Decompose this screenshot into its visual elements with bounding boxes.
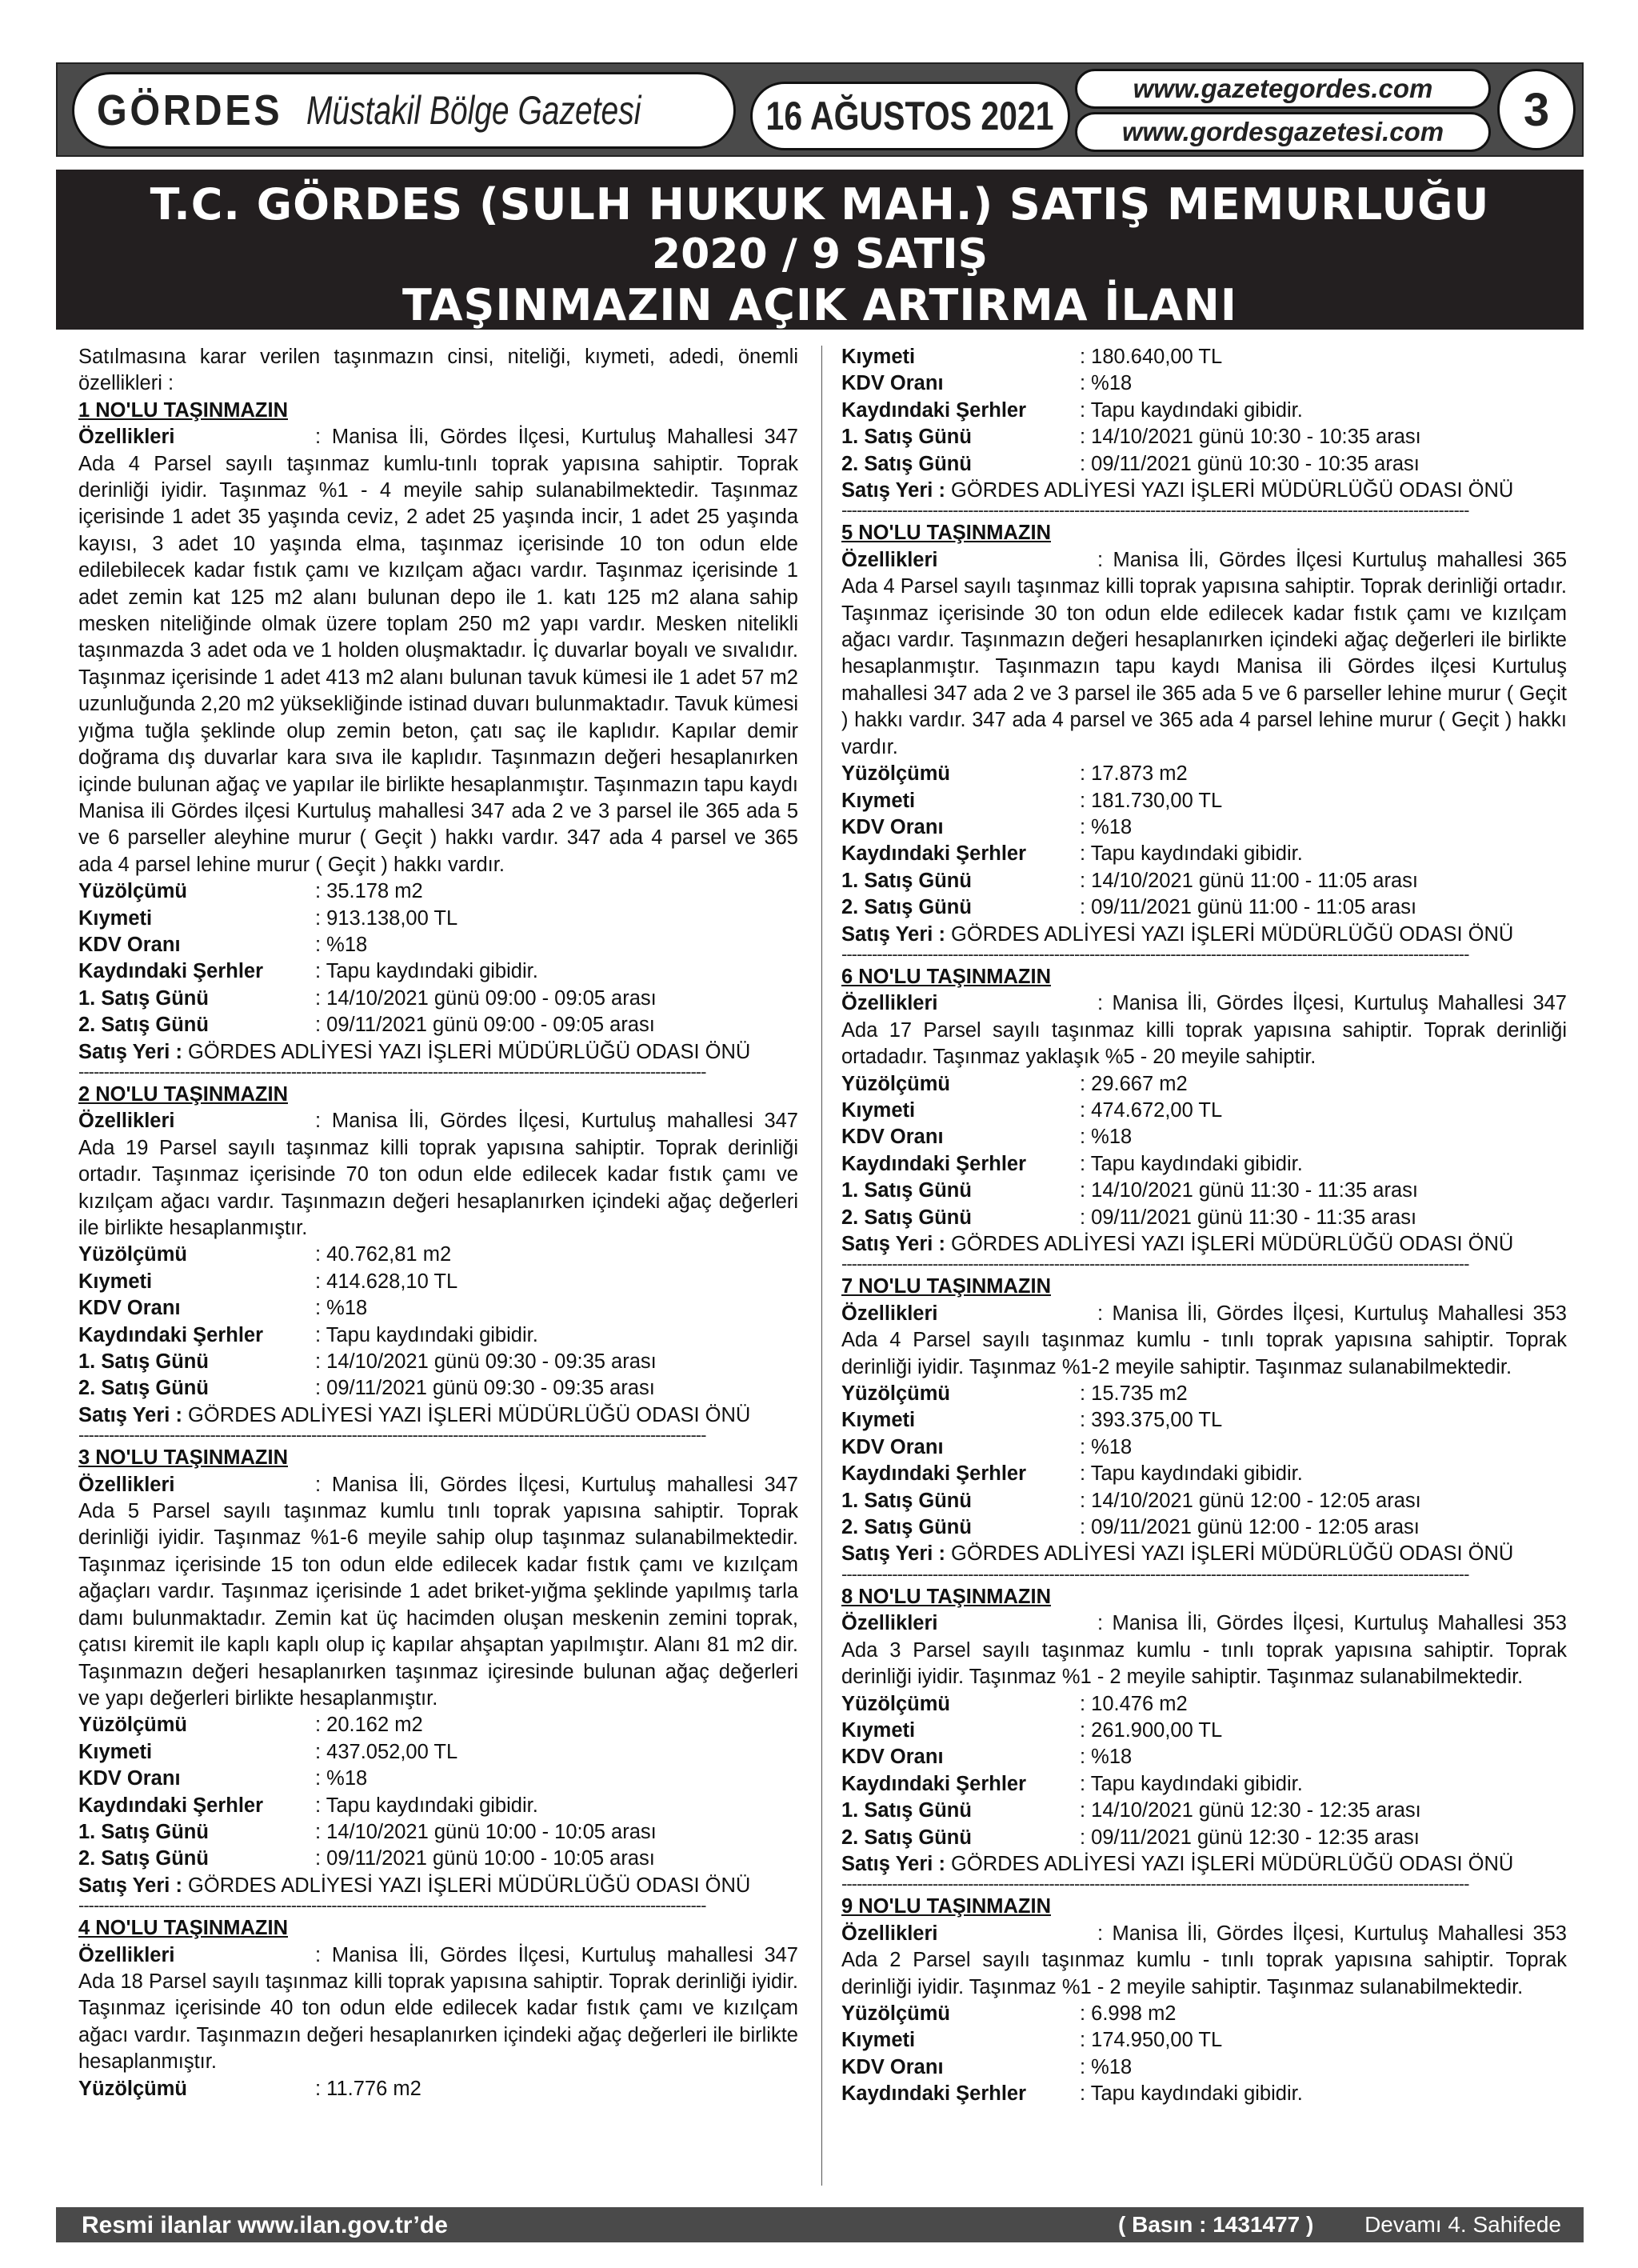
property-header: 4 NO'LU TAŞINMAZIN xyxy=(78,1917,288,1940)
sale-place-row: Satış Yeri : GÖRDES ADLİYESİ YAZI İŞLERİ MÜDÜRLÜĞÜ ODASI ÖNÜ xyxy=(841,1542,1514,1566)
separator-line: ---------------------------------------------------------------------------------------------------------------------------- xyxy=(78,1429,706,1446)
separator-line: ---------------------------------------------------------------------------------------------------------------------------- xyxy=(841,1878,1469,1894)
vat-row: KDV Oranı : %18 xyxy=(841,1746,1133,1769)
value-row: Kıymeti : 414.628,10 TL xyxy=(78,1270,458,1293)
property-4 xyxy=(78,1915,798,2102)
column-divider xyxy=(821,346,822,2186)
vat-row: KDV Oranı : %18 xyxy=(841,372,1133,395)
footer-bar xyxy=(56,2207,1584,2242)
property-7 xyxy=(841,1274,1567,1567)
property-header: 7 NO'LU TAŞINMAZIN xyxy=(841,1275,1051,1298)
second-sale-row: 2. Satış Günü : 09/11/2021 günü 11:00 - 11:05 arası xyxy=(841,896,1417,919)
sale-place-row: Satış Yeri : GÖRDES ADLİYESİ YAZI İŞLERİ MÜDÜRLÜĞÜ ODASI ÖNÜ xyxy=(841,922,1514,946)
separator-line: ---------------------------------------------------------------------------------------------------------------------------- xyxy=(78,1899,706,1916)
property-1 xyxy=(78,398,798,1066)
first-sale-row: 1. Satış Günü : 14/10/2021 günü 12:30 - 12:35 arası xyxy=(841,1799,1421,1822)
property-header: 5 NO'LU TAŞINMAZIN xyxy=(841,522,1051,545)
left-column xyxy=(78,344,798,2102)
vat-row: KDV Oranı : %18 xyxy=(78,1767,368,1790)
vat-row: KDV Oranı : %18 xyxy=(78,933,368,956)
property-description: Özellikleri : Manisa İli, Gördes İlçesi, Kurtuluş Mahallesi 353 Ada 2 Parsel sayılı taşınmaz kumlu - tınlı toprak yapısına sahiptir. Toprak derinliği iyidir. Taşınmaz %1 - 2 meyile sahiptir. Taşınmaz sulanabilmektedir. xyxy=(841,1922,1567,1998)
value-row: Kıymeti : 437.052,00 TL xyxy=(78,1740,458,1763)
first-sale-row: 1. Satış Günü : 14/10/2021 günü 12:00 - 12:05 arası xyxy=(841,1489,1421,1512)
newspaper-name-pill xyxy=(72,72,736,149)
property-description: Özellikleri : Manisa İli, Gördes İlçesi, Kurtuluş Mahallesi 347 Ada 17 Parsel sayılı taşınmaz killi toprak yapısına sahiptir. Toprak derinliği ortadadır. Taşınmaz yaklaşık %5 - 20 meyile sahiptir. xyxy=(841,992,1567,1069)
property-9 xyxy=(841,1894,1567,2107)
second-sale-row: 2. Satış Günü : 09/11/2021 günü 09:30 - 09:35 arası xyxy=(78,1377,655,1400)
property-2 xyxy=(78,1082,798,1429)
property-description: Özellikleri : Manisa İli, Gördes İlçesi, Kurtuluş Mahallesi 353 Ada 4 Parsel sayılı taşınmaz kumlu - tınlı toprak yapısına sahiptir. Toprak derinliği iyidir. Taşınmaz %1-2 meyile sahiptir. Taşınmaz sulanabilmektedir. xyxy=(841,1302,1567,1378)
vat-row: KDV Oranı : %18 xyxy=(841,1126,1133,1149)
second-sale-row: 2. Satış Günü : 09/11/2021 günü 12:00 - 12:05 arası xyxy=(841,1516,1420,1539)
area-row: Yüzölçümü : 17.873 m2 xyxy=(841,762,1188,786)
website-pill-1 xyxy=(1075,69,1491,109)
first-sale-row: 1. Satış Günü : 14/10/2021 günü 11:30 - 11:35 arası xyxy=(841,1179,1418,1202)
annotation-row: Kaydındaki Şerhler : Tapu kaydındaki gibidir. xyxy=(78,1323,538,1346)
notice-title-line-1: T.C. GÖRDES (SULH HUKUK MAH.) SATIŞ MEMURLUĞU xyxy=(150,179,1490,230)
annotation-row: Kaydındaki Şerhler : Tapu kaydındaki gibidir. xyxy=(841,1152,1303,1175)
newspaper-brand: GÖRDES xyxy=(97,86,283,134)
second-sale-row: 2. Satış Günü : 09/11/2021 günü 10:30 - 10:35 arası xyxy=(841,452,1420,475)
separator-line: ---------------------------------------------------------------------------------------------------------------------------- xyxy=(841,947,1469,964)
website-link-1[interactable]: www.gazetegordes.com xyxy=(1133,74,1433,103)
property-header: 6 NO'LU TAŞINMAZIN xyxy=(841,965,1051,988)
vat-row: KDV Oranı : %18 xyxy=(841,2055,1133,2078)
annotation-row: Kaydındaki Şerhler : Tapu kaydındaki gibidir. xyxy=(841,398,1303,422)
issue-date-pill xyxy=(750,82,1070,150)
separator-line: ---------------------------------------------------------------------------------------------------------------------------- xyxy=(841,1567,1469,1584)
first-sale-row: 1. Satış Günü : 14/10/2021 günü 10:00 - 10:05 arası xyxy=(78,1820,657,1843)
press-number: ( Basın : 1431477 ) xyxy=(1118,2212,1314,2237)
continued-note: Devamı 4. Sahifede xyxy=(1364,2212,1561,2237)
area-row: Yüzölçümü : 20.162 m2 xyxy=(78,1714,423,1737)
property-header: 2 NO'LU TAŞINMAZIN xyxy=(78,1082,288,1106)
property-description: Özellikleri : Manisa İli, Gördes İlçesi, Kurtuluş Mahallesi 347 Ada 4 Parsel sayılı taşınmaz kumlu-tınlı toprak yapısına sahiptir. Toprak derinliği iyidir. Taşınmaz %1 - 4 meyile sahip sulanabilmektedir. Taşınmaz içerisinde 1 adet 35 yaşında ceviz, 2 adet 25 yaşında incir, 1 adet 25 yaşında kayısı, 3 adet 10 yaşında elma, taşınmaz içerisinde 10 ton odun elde edilebilecek kadar fıstık çamı ve kızılçam ağacı vardır. Taşınmaz içerisinde 1 adet zemin kat 125 m2 alanı bulunan depo ile 1. katı 125 m2 alana sahip mesken niteliğinde olmak üzere toplam 250 m2 yapı vardır. Mesken nitelikli taşınmazda 3 adet oda ve 1 holden oluşmaktadır. İç duvarlar boyalı ve sıvalıdır. Taşınmaz içerisinde 1 adet 413 m2 alanı bulunan tavuk kümesi ile 1 adet 57 m2 uzunluğunda 2,20 m2 yüksekliğinde istinad duvarı bulunmaktadır. Tavuk kümesi yığma tuğla şeklinde olup zemin beton, çatı saç ile kaplıdır. Kapılar demir doğrama dış duvarlar kara sıva ile kaplıdır. Taşınmazın değeri hesaplanırken içinde bulunan ağaç ve yapılar ile birlikte hesaplanmıştır. Taşınmazın tapu kaydı Manisa ili Gördes ilçesi Kurtuluş mahallesi 347 ada 2 ve 3 parsel ile 365 ada 5 ve 6 parseller aleyhine murur ( Geçit ) hakkı vardır. 347 ada 4 parsel ve 365 ada 4 parsel lehine murur ( Geçit ) hakkı vardır. xyxy=(78,426,798,876)
value-row: Kıymeti : 174.950,00 TL xyxy=(841,2029,1223,2052)
separator-line: ---------------------------------------------------------------------------------------------------------------------------- xyxy=(841,504,1469,521)
value-row: Kıymeti : 261.900,00 TL xyxy=(841,1718,1223,1742)
vat-row: KDV Oranı : %18 xyxy=(841,815,1133,838)
property-description: Özellikleri : Manisa İli, Gördes İlçesi Kurtuluş mahallesi 365 Ada 4 Parsel sayılı taşınmaz killi toprak yapısına sahiptir. Toprak derinliği ortadır. Taşınmaz içerisinde 30 ton odun elde edilecek kadar fıstık çamı ve kızılçam ağacı vardır. Taşınmazın değeri hesaplanırken içindeki ağaç değerleri ile birlikte hesaplanmıştır. Taşınmazın tapu kaydı Manisa ili Gördes ilçesi Kurtuluş mahallesi 347 ada 2 ve 3 parsel ile 365 ada 5 ve 6 parseller lehine murur ( Geçit ) hakkı vardır. 347 ada 4 parsel ve 365 ada 4 parsel lehine murur ( Geçit ) hakkı vardır. xyxy=(841,548,1567,758)
annotation-row: Kaydındaki Şerhler : Tapu kaydındaki gibidir. xyxy=(841,1462,1303,1486)
masthead xyxy=(56,62,1584,157)
property-3 xyxy=(78,1445,798,1899)
issue-date: 16 AĞUSTOS 2021 xyxy=(765,94,1055,138)
notice-title-block xyxy=(56,170,1584,330)
area-row: Yüzölçümü : 6.998 m2 xyxy=(841,2002,1177,2025)
sale-place-row: Satış Yeri : GÖRDES ADLİYESİ YAZI İŞLERİ MÜDÜRLÜĞÜ ODASI ÖNÜ xyxy=(841,479,1514,502)
property-6 xyxy=(841,964,1567,1258)
first-sale-row: 1. Satış Günü : 14/10/2021 günü 10:30 - 10:35 arası xyxy=(841,426,1421,449)
annotation-row: Kaydındaki Şerhler : Tapu kaydındaki gibidir. xyxy=(78,960,538,983)
value-row: Kıymeti : 913.138,00 TL xyxy=(78,906,458,930)
property-description: Özellikleri : Manisa İli, Gördes İlçesi, Kurtuluş mahallesi 347 Ada 5 Parsel sayılı taşınmaz kumlu tınlı toprak yapısına sahiptir. Toprak derinliği iyidir. Taşınmaz %1-6 meyile sahip olup taşınmaz sulanabilmektedir. Taşınmaz içerisinde 15 ton odun elde edilecek kadar fıstık çamı ve kızılçam ağaçları vardır. Taşınmaz içerisinde 1 adet briket-yığma şeklinde yapılmış tarla damı bulunmaktadır. Zemin kat üç hacimden oluşan meskenin zemini toprak, çatısı kiremit ile kaplı kaplı olup iç kapılar ahşaptan yapılmıştır. Alanı 81 m2 dir. Taşınmazın değeri hesaplanırken taşınmaz içiresinde bulunan ağaç değerleri ve yapı değerleri birlikte hesaplanmıştır. xyxy=(78,1473,798,1710)
page-number: 3 xyxy=(1523,83,1550,136)
page-number-circle xyxy=(1497,69,1576,150)
value-row: Kıymeti : 393.375,00 TL xyxy=(841,1409,1223,1432)
first-sale-row: 1. Satış Günü : 14/10/2021 günü 09:00 - 09:05 arası xyxy=(78,986,657,1010)
second-sale-row: 2. Satış Günü : 09/11/2021 günü 12:30 - 12:35 arası xyxy=(841,1826,1420,1849)
property-5 xyxy=(841,520,1567,948)
right-column xyxy=(841,344,1567,2108)
property-description: Özellikleri : Manisa İli, Gördes İlçesi, Kurtuluş mahallesi 347 Ada 19 Parsel sayılı taşınmaz killi toprak yapısına sahiptir. Toprak derinliği ortadır. Taşınmaz içerisinde 70 ton odun elde edilecek kadar fıstık çamı ve kızılçam ağacı vardır. Taşınmazın değeri hesaplanırken içindeki ağaç değerleri ile birlikte hesaplanmıştır. xyxy=(78,1110,798,1239)
property-header: 8 NO'LU TAŞINMAZIN xyxy=(841,1585,1051,1608)
property-4-continued xyxy=(841,344,1567,504)
value-row: Kıymeti : 180.640,00 TL xyxy=(841,346,1223,368)
area-row: Yüzölçümü : 10.476 m2 xyxy=(841,1692,1188,1715)
separator-line: ---------------------------------------------------------------------------------------------------------------------------- xyxy=(841,1258,1469,1274)
website-pill-2 xyxy=(1075,112,1491,152)
intro-text: Satılmasına karar verilen taşınmazın cinsi, niteliği, kıymeti, adedi, önemli özellikleri : xyxy=(78,346,798,395)
first-sale-row: 1. Satış Günü : 14/10/2021 günü 11:00 - 11:05 arası xyxy=(841,869,1418,892)
annotation-row: Kaydındaki Şerhler : Tapu kaydındaki gibidir. xyxy=(78,1794,538,1817)
vat-row: KDV Oranı : %18 xyxy=(78,1297,368,1320)
area-row: Yüzölçümü : 29.667 m2 xyxy=(841,1072,1188,1095)
vat-row: KDV Oranı : %18 xyxy=(841,1435,1133,1458)
sale-place-row: Satış Yeri : GÖRDES ADLİYESİ YAZI İŞLERİ MÜDÜRLÜĞÜ ODASI ÖNÜ xyxy=(841,1852,1514,1875)
notice-title-line-2: 2020 / 9 SATIŞ xyxy=(651,230,989,278)
annotation-row: Kaydındaki Şerhler : Tapu kaydındaki gibidir. xyxy=(841,1772,1303,1795)
first-sale-row: 1. Satış Günü : 14/10/2021 günü 09:30 - 09:35 arası xyxy=(78,1350,657,1374)
area-row: Yüzölçümü : 35.178 m2 xyxy=(78,880,423,903)
property-8 xyxy=(841,1584,1567,1878)
separator-line: ---------------------------------------------------------------------------------------------------------------------------- xyxy=(78,1065,706,1082)
property-header: 1 NO'LU TAŞINMAZIN xyxy=(78,398,288,422)
notice-title-line-3: TAŞINMAZIN AÇIK ARTIRMA İLANI xyxy=(402,280,1237,330)
property-description: Özellikleri : Manisa İli, Gördes İlçesi, Kurtuluş Mahallesi 353 Ada 3 Parsel sayılı taşınmaz kumlu - tınlı toprak yapısına sahiptir. Toprak derinliği iyidir. Taşınmaz %1 - 2 meyile sahiptir. Taşınmaz sulanabilmektedir. xyxy=(841,1612,1567,1689)
second-sale-row: 2. Satış Günü : 09/11/2021 günü 10:00 - 10:05 arası xyxy=(78,1847,655,1870)
newspaper-tagline: Müstakil Bölge Gazetesi xyxy=(306,88,641,133)
annotation-row: Kaydındaki Şerhler : Tapu kaydındaki gibidir. xyxy=(841,842,1303,866)
sale-place-row: Satış Yeri : GÖRDES ADLİYESİ YAZI İŞLERİ MÜDÜRLÜĞÜ ODASI ÖNÜ xyxy=(841,1233,1514,1255)
area-row: Yüzölçümü : 15.735 m2 xyxy=(841,1382,1188,1406)
property-header: 3 NO'LU TAŞINMAZIN xyxy=(78,1446,288,1470)
second-sale-row: 2. Satış Günü : 09/11/2021 günü 09:00 - 09:05 arası xyxy=(78,1014,655,1037)
official-notices-link[interactable]: Resmi ilanlar www.ilan.gov.tr’de xyxy=(82,2212,448,2238)
sale-place-row: Satış Yeri : GÖRDES ADLİYESİ YAZI İŞLERİ MÜDÜRLÜĞÜ ODASI ÖNÜ xyxy=(78,1403,751,1426)
area-row: Yüzölçümü : 11.776 m2 xyxy=(78,2077,421,2100)
annotation-row: Kaydındaki Şerhler : Tapu kaydındaki gibidir. xyxy=(841,2082,1303,2106)
value-row: Kıymeti : 181.730,00 TL xyxy=(841,789,1223,812)
property-header: 9 NO'LU TAŞINMAZIN xyxy=(841,1895,1051,1918)
area-row: Yüzölçümü : 40.762,81 m2 xyxy=(78,1243,452,1266)
sale-place-row: Satış Yeri : GÖRDES ADLİYESİ YAZI İŞLERİ MÜDÜRLÜĞÜ ODASI ÖNÜ xyxy=(78,1874,751,1897)
value-row: Kıymeti : 474.672,00 TL xyxy=(841,1098,1223,1122)
website-link-2[interactable]: www.gordesgazetesi.com xyxy=(1121,117,1444,146)
sale-place-row: Satış Yeri : GÖRDES ADLİYESİ YAZI İŞLERİ MÜDÜRLÜĞÜ ODASI ÖNÜ xyxy=(78,1040,751,1063)
property-description: Özellikleri : Manisa İli, Gördes İlçesi, Kurtuluş mahallesi 347 Ada 18 Parsel sayılı taşınmaz killi toprak yapısına sahiptir. Toprak derinliği iyidir. Taşınmaz içerisinde 40 ton odun elde edilecek kadar fıstık çamı ve kızılçam ağacı vardır. Taşınmazın değeri hesaplanırken içindeki ağaç değerleri ile birlikte hesaplanmıştır. xyxy=(78,1943,798,2074)
second-sale-row: 2. Satış Günü : 09/11/2021 günü 11:30 - 11:35 arası xyxy=(841,1206,1417,1229)
